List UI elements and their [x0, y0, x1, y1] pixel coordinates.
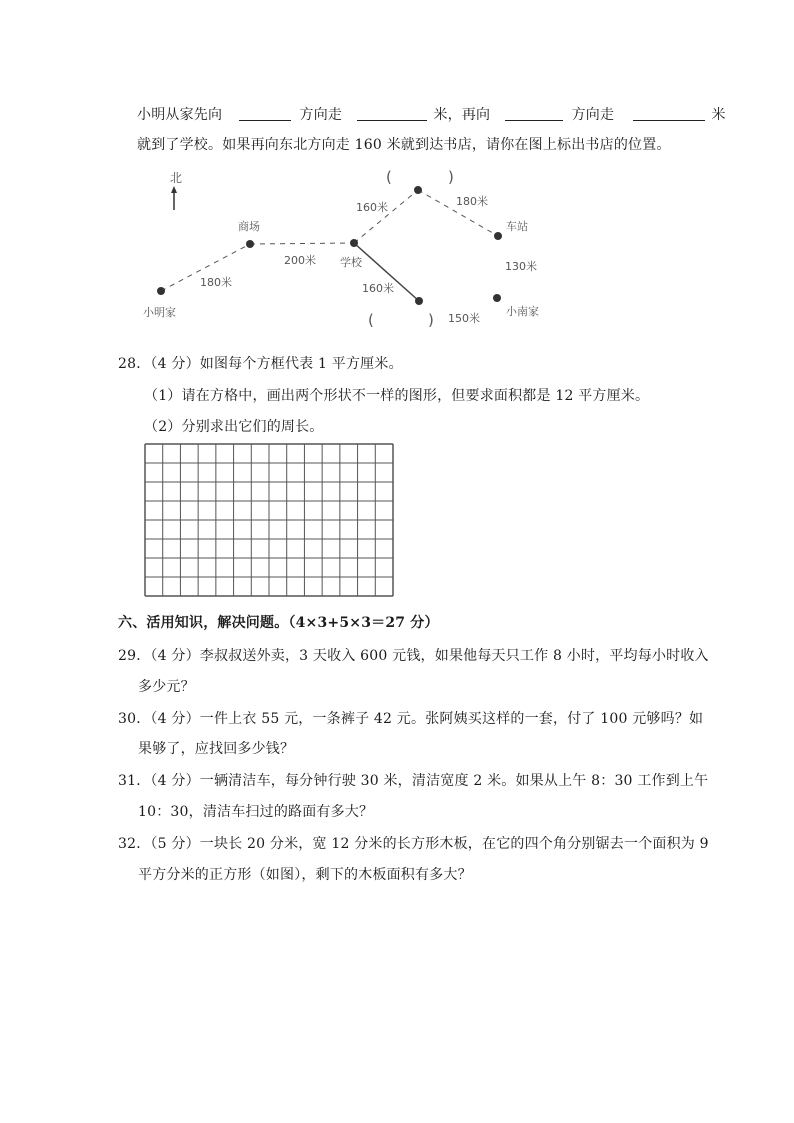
q27-text-a: 小明从家先向 — [137, 107, 223, 123]
square-grid[interactable] — [144, 443, 394, 597]
point-school — [350, 239, 358, 247]
north-label: 北 — [170, 171, 183, 185]
label-home: 小明家 — [143, 306, 176, 319]
q27-blank-distance2[interactable] — [633, 106, 705, 121]
direction-map — [0, 160, 794, 360]
q27-text-c: 米，再向 — [433, 107, 491, 123]
paren-top-open: ( — [386, 168, 392, 186]
point-mall — [246, 240, 254, 248]
section6-title: 六、活用知识，解决问题。（4×3+5×3＝27 分） — [118, 615, 439, 631]
point-station — [494, 232, 502, 240]
label-other-home: 小南家 — [506, 305, 539, 318]
paren-top-close: ) — [448, 168, 454, 186]
dist-school-top: 160米 — [356, 201, 388, 214]
point-top — [414, 186, 422, 194]
path-school-top — [354, 190, 418, 243]
dist-mall-school: 200米 — [284, 254, 316, 267]
q27-text-b: 方向走 — [299, 107, 343, 123]
dist-school-bottom: 160米 — [362, 282, 394, 295]
q29-line2: 多少元？ — [138, 679, 195, 695]
paren-bottom-close: ) — [428, 311, 434, 329]
label-station: 车站 — [506, 220, 528, 233]
dist-station-down: 130米 — [505, 260, 537, 273]
q27-text-e: 米 — [711, 107, 726, 123]
q27-blank-distance1[interactable] — [357, 106, 427, 121]
dist-home-mall: 180米 — [200, 276, 232, 289]
q29-line1: 29．（4 分）李叔叔送外卖，3 天收入 600 元钱，如果他每天只工作 8 小时，平均每小时收入 — [118, 648, 709, 664]
q28-sub1: （1）请在方格中，画出两个形状不一样的图形，但要求面积都是 12 平方厘米。 — [144, 388, 650, 404]
q27-blank-direction1[interactable] — [239, 106, 291, 121]
north-arrowhead-icon — [171, 186, 177, 193]
q32-line2: 平方分米的正方形（如图），剩下的木板面积有多大？ — [138, 867, 472, 883]
dist-top-station: 180米 — [456, 195, 488, 208]
point-home — [157, 287, 165, 295]
point-other-home — [493, 294, 501, 302]
q32-line1: 32．（5 分）一块长 20 分米，宽 12 分米的长方形木板，在它的四个角分别锯去一个面积为 9 — [118, 836, 709, 852]
q31-line1: 31．（4 分）一辆清洁车，每分钟行驶 30 米，清洁宽度 2 米。如果从上午 8：30 工作到上午 — [118, 773, 709, 789]
q27-text-d: 方向走 — [571, 107, 615, 123]
q30-line2: 果够了，应找回多少钱？ — [138, 741, 295, 757]
path-mall-school — [250, 243, 354, 244]
label-mall: 商场 — [238, 220, 260, 233]
dist-bottom-right: 150米 — [448, 312, 480, 325]
q31-line2: 10：30，清洁车扫过的路面有多大？ — [138, 804, 374, 820]
point-bottom — [415, 297, 423, 305]
q27-blank-direction2[interactable] — [505, 106, 563, 121]
q28-title: 28．（4 分）如图每个方框代表 1 平方厘米。 — [118, 356, 403, 372]
label-school: 学校 — [340, 256, 362, 269]
q27-line1 — [137, 104, 726, 124]
q28-sub2: （2）分别求出它们的周长。 — [144, 419, 324, 435]
q27-line2: 就到了学校。如果再向东北方向走 160 米就到达书店，请你在图上标出书店的位置。 — [137, 137, 671, 153]
q30-line1: 30．（4 分）一件上衣 55 元，一条裤子 42 元。张阿姨买这样的一套，付了 100 元够吗？如 — [118, 711, 704, 727]
paren-bottom-open: ( — [368, 311, 374, 329]
